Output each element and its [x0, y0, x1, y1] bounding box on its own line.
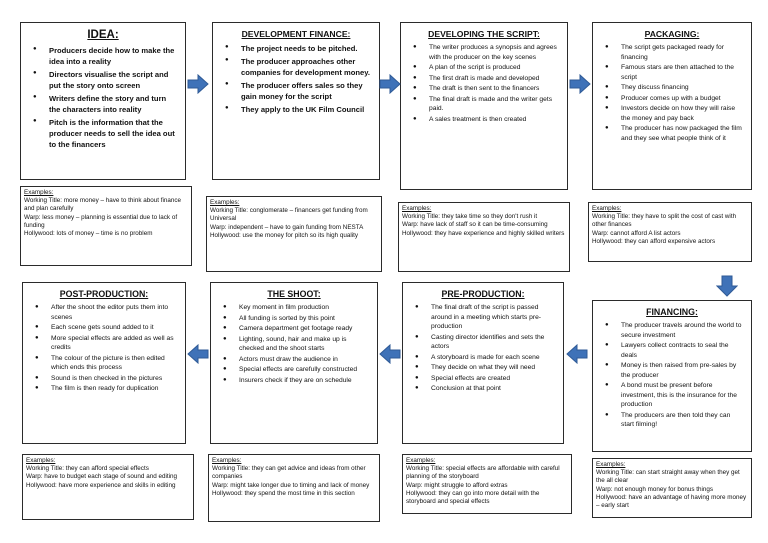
arrow-right-icon [379, 74, 401, 94]
bullet-item: ● The producer travels around the world to secure investment [601, 321, 743, 340]
examples-development-finance [206, 196, 382, 272]
example-line: Working Title: they have to split the cost of cast with other finances [592, 213, 737, 229]
bullet-item: ● They discuss financing [601, 83, 743, 93]
examples-heading: Examples: [24, 189, 54, 196]
bullet-item: ● Camera department get footage ready [219, 324, 369, 334]
example-line: Working Title: can start straight away when they get the all clear [596, 469, 740, 485]
stage-financing [592, 300, 752, 452]
example-line: Working Title: conglomerate – financers get funding from Universal [210, 207, 368, 223]
bullet-list-packaging [601, 43, 743, 143]
bullet-item: ● The producers are then told they can start filming! [601, 411, 743, 430]
examples-lines-financing [596, 469, 748, 510]
arrow-right-icon [569, 74, 591, 94]
example-line: Hollywood: have an advantage of having more money – early start [596, 493, 747, 509]
stage-title-pre-production: PRE-PRODUCTION: [441, 289, 525, 299]
bullet-item: ● The colour of the picture is then edited which ends this process [31, 354, 177, 373]
examples-lines-the-shoot [212, 465, 376, 498]
example-line: Hollywood: they spend the most time in this section [212, 489, 355, 497]
bullet-item: ● Investors decide on how they will raise the money and pay back [601, 104, 743, 123]
examples-heading: Examples: [210, 199, 240, 206]
example-line: Warp: have to budget each stage of sound and editing [26, 473, 177, 481]
bullet-item: ● Special effects are carefully constructed [219, 365, 369, 375]
bullet-item: ● Actors must draw the audience in [219, 355, 369, 365]
bullet-item: ● The final draft of the script is passed around in a meeting which starts pre-production [411, 303, 555, 332]
example-line: Warp: cannot afford A list actors [592, 229, 681, 237]
examples-heading: Examples: [26, 457, 56, 464]
bullet-list-post-production [31, 303, 177, 394]
bullet-item: ● The first draft is made and developed [409, 74, 559, 84]
bullet-item: ● Lawyers collect contracts to seal the deals [601, 341, 743, 360]
bullet-item: ● More special effects are added as well as credits [31, 334, 177, 353]
example-line: Warp: independent – have to gain funding from NESTA [210, 223, 364, 231]
example-line: Hollywood: they can afford expensive actors [592, 237, 716, 245]
example-line: Working Title: they can get advice and ideas from other companies [212, 465, 366, 481]
example-line: Hollywood: use the money for pitch so its high quality [210, 231, 359, 239]
examples-heading: Examples: [406, 457, 436, 464]
bullet-item: ● Money is then raised from pre-sales by the producer [601, 361, 743, 380]
stage-title-idea: IDEA: [87, 29, 119, 41]
stage-title-the-shoot: THE SHOOT: [267, 289, 321, 299]
bullet-item: ● A bond must be present before investment, this is the insurance for the production [601, 381, 743, 410]
bullet-item: ● Each scene gets sound added to it [31, 323, 177, 333]
examples-heading: Examples: [212, 457, 242, 464]
stage-title-post-production: POST-PRODUCTION: [59, 289, 149, 299]
stage-pre-production [402, 282, 564, 444]
example-line: Working Title: they can afford special effects [26, 465, 149, 473]
stage-the-shoot [210, 282, 378, 444]
arrow-down-icon [716, 275, 738, 297]
stage-title-development-finance: DEVELOPMENT FINANCE: [241, 29, 351, 39]
arrow-right-icon [187, 74, 209, 94]
bullet-list-pre-production [411, 303, 555, 394]
bullet-item: ● The producer approaches other companies for development money. [221, 56, 371, 78]
examples-financing [592, 458, 752, 518]
examples-the-shoot [208, 454, 380, 522]
bullet-item: ● Producer comes up with a budget [601, 94, 743, 104]
examples-lines-development-finance [210, 207, 378, 240]
bullet-list-financing [601, 321, 743, 430]
bullet-item: ● Writers define the story and turn the characters into reality [29, 93, 177, 115]
examples-lines-post-production [26, 465, 190, 490]
stage-title-financing: FINANCING: [646, 307, 698, 317]
bullet-item: ● The draft is then sent to the financers [409, 84, 559, 94]
bullet-list-the-shoot [219, 303, 369, 385]
examples-heading: Examples: [592, 205, 622, 212]
examples-heading: Examples: [402, 205, 432, 212]
stage-developing-script [400, 22, 568, 190]
stage-post-production [22, 282, 186, 444]
example-line: Hollywood: have more experience and skills in editing [26, 481, 176, 489]
examples-pre-production [402, 454, 572, 514]
bullet-list-development-finance [221, 43, 371, 115]
bullet-item: ● All funding is sorted by this point [219, 314, 369, 324]
example-line: Hollywood: lots of money – time is no problem [24, 229, 153, 237]
arrow-left-icon [379, 344, 401, 364]
bullet-item: ● Conclusion at that point [411, 384, 555, 394]
bullet-item: ● Insurers check if they are on schedule [219, 376, 369, 386]
example-line: Working Title: more money – have to think about finance and plan carefully [24, 197, 182, 213]
stage-title-packaging: PACKAGING: [644, 29, 700, 39]
bullet-item: ● Directors visualise the script and put the story onto screen [29, 69, 177, 91]
bullet-item: ● Lighting, sound, hair and make up is checked and the shoot starts [219, 335, 369, 354]
bullet-item: ● Special effects are created [411, 374, 555, 384]
bullet-item: ● A plan of the script is produced [409, 63, 559, 73]
bullet-item: ● Sound is then checked in the pictures [31, 374, 177, 384]
example-line: Warp: might take longer due to timing and lack of money [212, 481, 370, 489]
examples-lines-idea [24, 197, 188, 238]
example-line: Working Title: special effects are affordable with careful planning of the storyboard [406, 465, 560, 481]
bullet-item: ● The film is then ready for duplication [31, 384, 177, 394]
bullet-item: ● Producers decide how to make the idea into a reality [29, 45, 177, 67]
arrow-left-icon [566, 344, 588, 364]
arrow-left-icon [187, 344, 209, 364]
examples-packaging [588, 202, 752, 262]
example-line: Warp: not enough money for bonus things [596, 485, 714, 493]
examples-idea [20, 186, 192, 266]
bullet-item: ● Famous stars are then attached to the script [601, 63, 743, 82]
example-line: Hollywood: they have experience and highly skilled writers [402, 229, 565, 237]
bullet-list-idea [29, 45, 177, 150]
bullet-item: ● They decide on what they will need [411, 363, 555, 373]
stage-packaging [592, 22, 752, 190]
bullet-item: ● The writer produces a synopsis and agrees with the producer on the key scenes [409, 43, 559, 62]
bullet-item: ● Key moment in film production [219, 303, 369, 313]
examples-heading: Examples: [596, 461, 626, 468]
bullet-item: ● The script gets packaged ready for financing [601, 43, 743, 62]
bullet-item: ● The producer has now packaged the film and they see what people think of it [601, 124, 743, 143]
bullet-item: ● Casting director identifies and sets the actors [411, 333, 555, 352]
bullet-item: ● The final draft is made and the writer gets paid. [409, 95, 559, 114]
bullet-item: ● The project needs to be pitched. [221, 43, 371, 54]
example-line: Warp: might struggle to afford extras [406, 481, 508, 489]
examples-developing-script [398, 202, 570, 272]
bullet-item: ● They apply to the UK Film Council [221, 104, 371, 115]
bullet-item: ● The producer offers sales so they gain money for the script [221, 80, 371, 102]
stage-development-finance [212, 22, 380, 180]
bullet-item: ● A storyboard is made for each scene [411, 353, 555, 363]
stage-idea [20, 22, 186, 180]
example-line: Hollywood: they can go into more detail with the storyboard and special effects [406, 489, 540, 505]
examples-lines-pre-production [406, 465, 568, 506]
bullet-list-developing-script [409, 43, 559, 124]
bullet-item: ● After the shoot the editor puts them into scenes [31, 303, 177, 322]
bullet-item: ● Pitch is the information that the producer needs to sell the idea out to the financers [29, 117, 177, 150]
example-line: Working Title: they take time so they don't rush it [402, 213, 538, 221]
bullet-item: ● A sales treatment is then created [409, 115, 559, 125]
examples-lines-packaging [592, 213, 748, 246]
example-line: Warp: have lack of staff so it can be time-consuming [402, 221, 548, 229]
examples-lines-developing-script [402, 213, 566, 238]
stage-title-developing-script: DEVELOPING THE SCRIPT: [428, 29, 540, 39]
examples-post-production [22, 454, 194, 520]
example-line: Warp: less money – planning is essential due to lack of funding [24, 213, 178, 229]
